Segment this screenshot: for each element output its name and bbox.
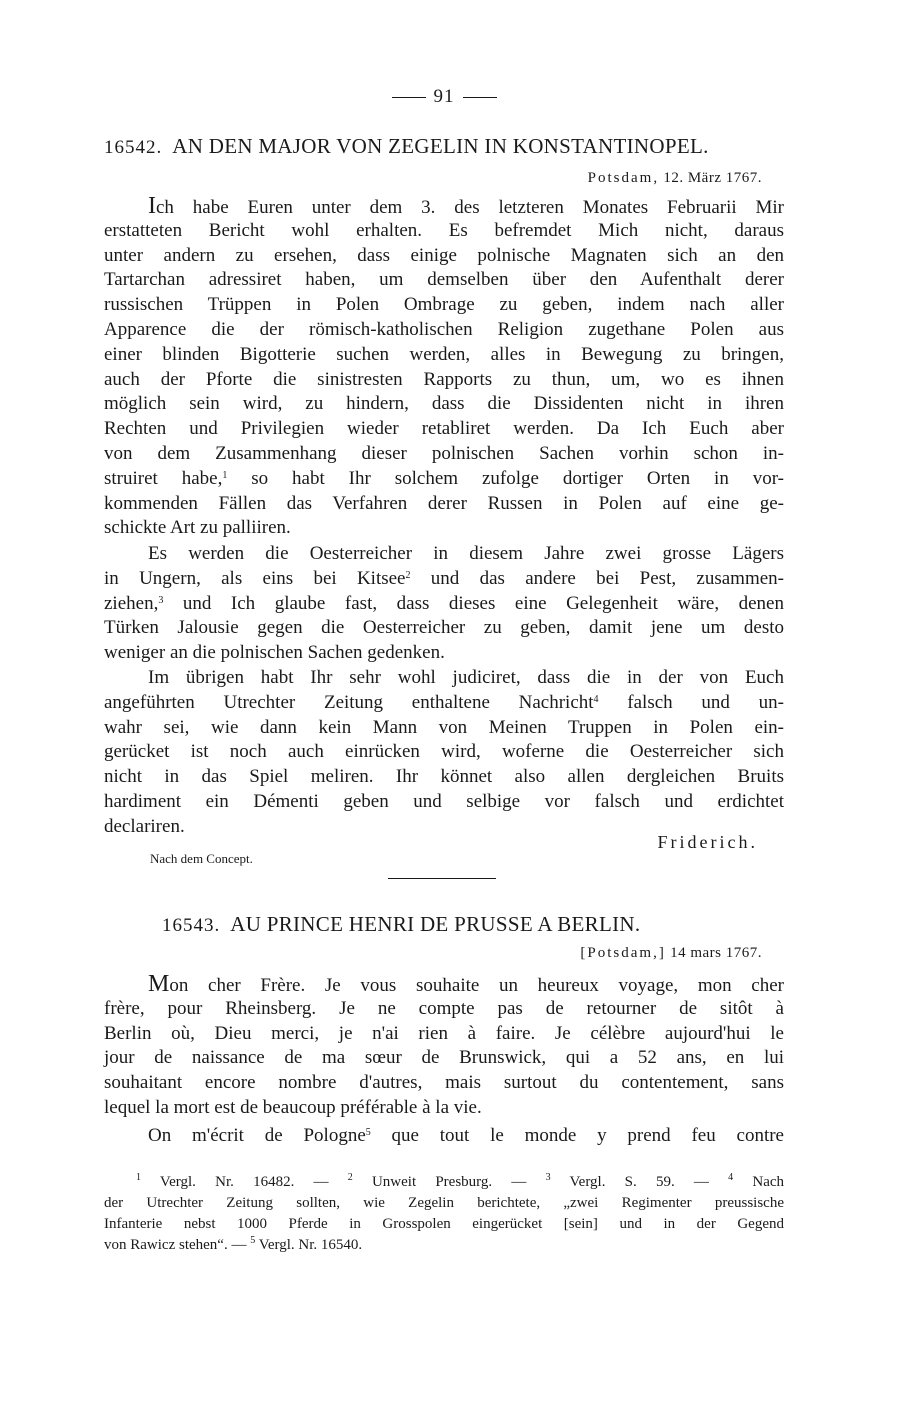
line-text: in Ungern, als eins bei Kitsee [104, 567, 406, 589]
text-line: erstatteten Bericht wohl erhalten. Es befremdet Mich nicht, daraus [104, 219, 784, 241]
letter-dateline [588, 170, 762, 187]
footnote-line [104, 1172, 784, 1193]
letter-heading-16543 [162, 912, 784, 937]
line-text: struiret habe, [104, 467, 223, 489]
text-line: Im übrigen habt Ihr sehr wohl judiciret, dass die in der von Euch [148, 667, 784, 688]
text-line [104, 467, 784, 492]
footnote-marker: 5 [365, 1127, 371, 1138]
letter1-paragraph-2 [104, 542, 784, 666]
signature: Friderich. [657, 832, 758, 852]
line-text: und Ich glaube fast, dass dieses eine Gelegenheit wäre, denen [163, 592, 784, 614]
footnote-marker: 4 [593, 693, 599, 705]
line-text: ch habe Euren unter dem 3. des letzteren Monates Februarii Mir [156, 197, 784, 218]
folio-dash-left [392, 97, 426, 98]
text-line: kommenden Fällen das Verfahren derer Russen in Polen auf eine ge- [104, 492, 784, 514]
text-line: Es werden die Oesterreicher in diesem Jahre zwei grosse Lägers [148, 543, 784, 564]
footnote-text: Vergl. Nr. 16482. — [141, 1174, 348, 1190]
footnote-text: Vergl. Nr. 16540. [255, 1237, 363, 1253]
dateline-place: [Potsdam,] [580, 945, 666, 961]
letter1-paragraph-3 [104, 666, 784, 840]
text-line: schickte Art zu palliiren. [104, 517, 291, 539]
line-text: On m'écrit de Pologne [148, 1125, 366, 1146]
text-line [104, 691, 784, 716]
page-number [104, 86, 784, 108]
text-line: möglich sein wird, zu hindern, dass die Dissidenten nicht in ihren [104, 393, 784, 415]
text-line: frère, pour Rheinsberg. Je ne compte pas de retourner de sitôt à [104, 997, 784, 1019]
dateline-date: 14 mars 1767. [670, 945, 762, 961]
text-line: russischen Trüppen in Polen Ombrage zu geben, indem nach aller [104, 294, 784, 316]
text-line: Rechten und Privilegien wieder retabliret werden. Da Ich Euch aber [104, 418, 784, 440]
footnote-text: von Rawicz stehen“. — [104, 1237, 251, 1253]
text-line: lequel la mort est de beaucoup préférable à la vie. [104, 1096, 482, 1118]
letter-heading-16542 [104, 134, 784, 159]
text-line [104, 194, 784, 219]
letter-title: AU PRINCE HENRI DE PRUSSE A BERLIN. [230, 912, 641, 936]
section-divider [388, 878, 496, 879]
page-number-text: 91 [433, 86, 455, 107]
footnote-text: Unweit Presburg. — [352, 1174, 546, 1190]
footnote-number: 5 [250, 1235, 256, 1246]
dateline-date: 12. März 1767. [663, 170, 762, 186]
text-line: Tartarchan adressiret haben, um demselben über den Aufenthalt derer [104, 269, 784, 291]
footnote-number: 1 [136, 1172, 141, 1183]
text-line: nicht in das Spiel meliren. Ihr könnet also allen dergleichen Bruits [104, 766, 784, 788]
line-text: und das andere bei Pest, zusammen- [410, 567, 784, 589]
line-text: angeführten Utrechter Zeitung enthaltene Nachricht [104, 691, 594, 713]
line-text: que tout le monde y prend feu contre [370, 1125, 784, 1146]
footnote-text: Nach [733, 1174, 785, 1190]
text-line: von dem Zusammenhang dieser polnischen Sachen vorhin schon in- [104, 442, 784, 464]
line-text: ziehen, [104, 592, 159, 614]
footnote-number: 3 [545, 1172, 551, 1183]
source-note: Nach dem Concept. [150, 851, 253, 866]
text-line: unter andern zu ersehen, dass einige polnische Magnaten sich an den [104, 244, 784, 266]
footnote-marker: 1 [222, 469, 228, 481]
line-text: on cher Frère. Je vous souhaite un heureux voyage, mon cher [169, 975, 784, 996]
initial-letter: M [148, 971, 170, 997]
letter2-paragraph-2 [104, 1124, 784, 1149]
text-line: auch der Pforte die sinistresten Rapports zu thun, um, wo es ihnen [104, 368, 784, 390]
text-line: declariren. [104, 815, 185, 837]
text-line: Türken Jalousie gegen die Oesterreicher zu geben, damit jene um desto [104, 617, 784, 639]
initial-letter: I [148, 193, 156, 219]
footnote-line: Infanterie nebst 1000 Pferde in Grosspolen eingerücket [sein] und in der Gegend [104, 1216, 784, 1232]
footnote-line [104, 1235, 784, 1256]
letter-number: 16542. [104, 137, 163, 158]
text-line: souhaitant encore nombre d'autres, mais surtout du contentement, sans [104, 1072, 784, 1094]
letter-dateline [580, 945, 762, 962]
text-line: einer blinden Bigotterie suchen werden, alles in Bewegung zu bringen, [104, 343, 784, 365]
text-line: Berlin où, Dieu merci, je n'ai rien à faire. Je célèbre aujourd'hui le [104, 1022, 784, 1044]
footnote-marker: 3 [158, 594, 164, 606]
footnote-line: der Utrechter Zeitung sollten, wie Zegelin berichtete, „zwei Regimenter preussische [104, 1195, 784, 1211]
text-line: Apparence die der römisch-katholischen Religion zugethane Polen aus [104, 318, 784, 340]
letter-number: 16543. [162, 915, 221, 936]
letter2-paragraph-1 [104, 972, 784, 1121]
dateline-place: Potsdam, [587, 170, 660, 186]
letter1-paragraph-1 [104, 194, 784, 541]
line-text: so habt Ihr solchem zufolge dortiger Orten in vor- [227, 467, 784, 489]
footnote-marker: 2 [405, 569, 411, 581]
line-text: falsch und un- [598, 691, 784, 713]
footnotes [104, 1172, 784, 1256]
letter-title: AN DEN MAJOR VON ZEGELIN IN KONSTANTINOPEL. [172, 134, 709, 158]
footnote-number: 2 [347, 1172, 353, 1183]
text-line [104, 1124, 784, 1149]
text-line [104, 567, 784, 592]
text-line: wahr sei, wie dann kein Mann von Meinen Truppen in Polen ein- [104, 716, 784, 738]
text-line: jour de naissance de ma sœur de Brunswick, qui a 52 ans, en lui [104, 1047, 784, 1069]
text-line: weniger an die polnischen Sachen gedenken. [104, 642, 445, 664]
text-line [104, 592, 784, 617]
footnote-text: Vergl. S. 59. — [550, 1174, 729, 1190]
text-line [104, 972, 784, 997]
text-line: gerücket ist noch auch einrücken wird, woferne die Oesterreicher sich [104, 741, 784, 763]
text-line: hardiment ein Démenti geben und selbige vor falsch und erdichtet [104, 790, 784, 812]
footnote-number: 4 [728, 1172, 734, 1183]
folio-dash-right [463, 97, 497, 98]
